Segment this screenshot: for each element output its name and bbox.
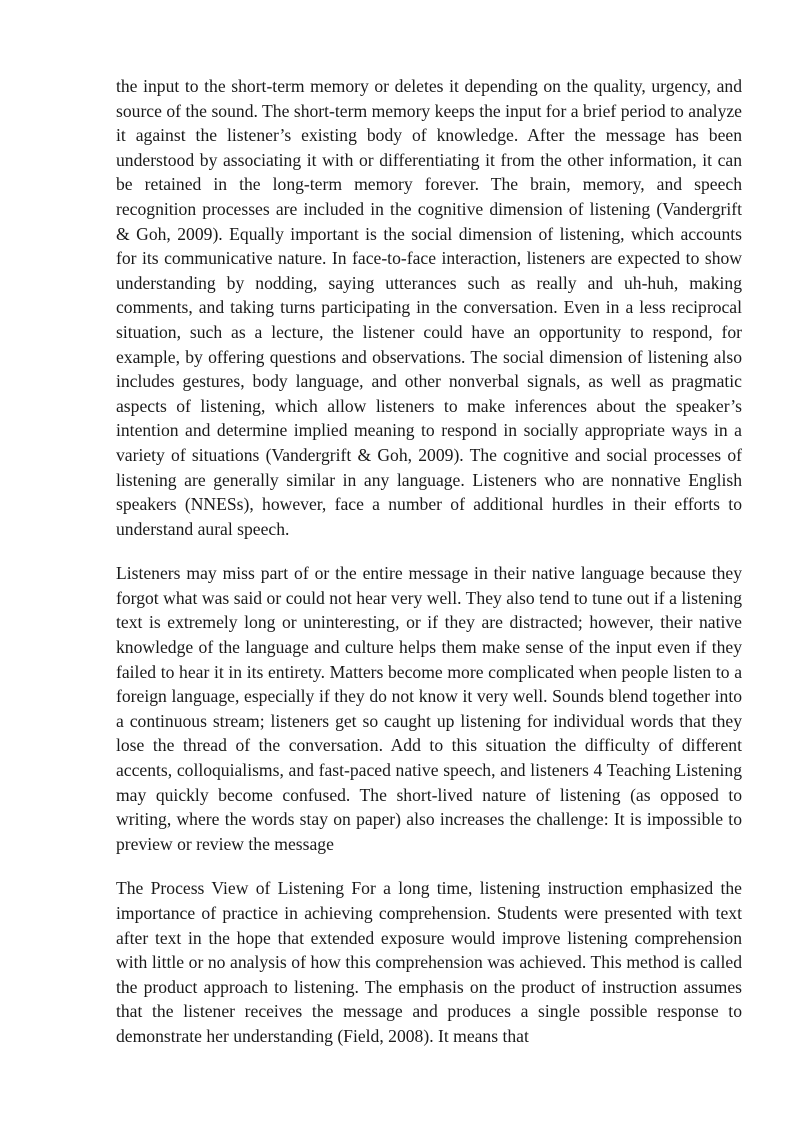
paragraph-listener-difficulties: Listeners may miss part of or the entire message in their native language because they forgot what was said or could not hear very well. They also tend to tune out if a listening text is extremely long or uninteresting, or if they are distracted; however, their native knowledge of the language and culture helps them make sense of the input even if they failed to hear it in its entirety. Matters become more complicated when people listen to a foreign language, especially if they do not know it very well. Sounds blend together into a continuous stream; listeners get so caught up listening for individual words that they lose the thread of the conversation. Add to this situation the difficulty of different accents, colloquialisms, and fast-paced native speech, and listeners 4 Teaching Listening may quickly become confused. The short-lived nature of listening (as opposed to writing, where the words stay on paper) also increases the challenge: It is impossible to preview or review the message xyxy=(116,563,742,854)
paragraph-process-view: The Process View of Listening For a long time, listening instruction emphasized the importance of practice in achieving comprehension. Students were presented with text after text in the hope that extended exposure would improve listening comprehension with little or no analysis of how this comprehension was achieved. This method is called the product approach to listening. The emphasis on the product of instruction assumes that the listener receives the message and produces a single possible response to demonstrate her understanding (Field, 2008). It means that xyxy=(116,878,742,1046)
paragraph-cognitive-social-dimensions: the input to the short-term memory or deletes it depending on the quality, urgency, and source of the sound. The short-term memory keeps the input for a brief period to analyze it against the listener’s existing body of knowledge. After the message has been understood by associating it with or differentiating it from the other information, it can be retained in the long-term memory forever. The brain, memory, and speech recognition processes are included in the cognitive dimension of listening (Vandergrift & Goh, 2009). Equally important is the social dimension of listening, which accounts for its communicative nature. In face-to-face interaction, listeners are expected to show understanding by nodding, saying utterances such as really and uh-huh, making comments, and taking turns participating in the conversation. Even in a less reciprocal situation, such as a lecture, the listener could have an opportunity to respond, for example, by offering questions and observations. The social dimension of listening also includes gestures, body language, and other nonverbal signals, as well as pragmatic aspects of listening, which allow listeners to make inferences about the speaker’s intention and determine implied meaning to respond in socially appropriate ways in a variety of situations (Vandergrift & Goh, 2009). The cognitive and social processes of listening are generally similar in any language. Listeners who are nonnative English speakers (NNESs), however, face a number of additional hurdles in their efforts to understand aural speech. xyxy=(116,76,742,539)
